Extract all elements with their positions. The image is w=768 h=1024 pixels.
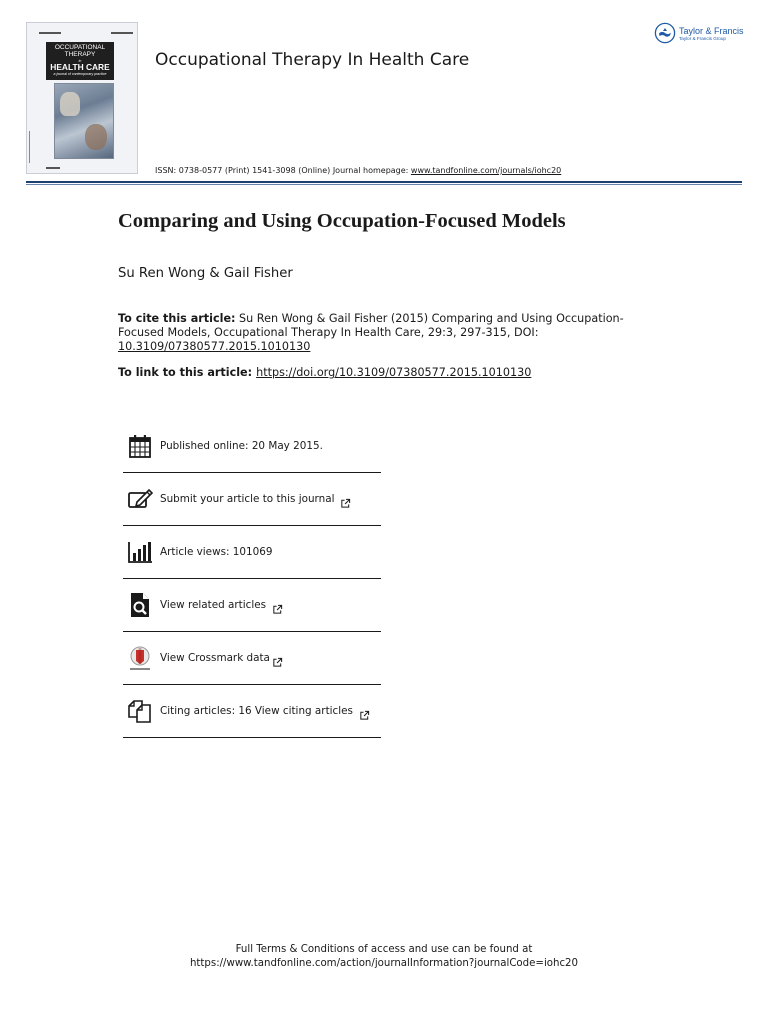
cover-spine-mark <box>29 131 30 163</box>
cite-doi-link[interactable]: 10.3109/07380577.2015.1010130 <box>118 340 311 353</box>
article-title: Comparing and Using Occupation-Focused Models <box>118 210 566 232</box>
article-authors: Su Ren Wong & Gail Fisher <box>118 266 293 281</box>
footer-line1: Full Terms & Conditions of access and use can be found at <box>235 944 533 955</box>
publisher-name: Taylor & Francis <box>679 26 744 36</box>
footer-terms-url[interactable]: https://www.tandfonline.com/action/journalInformation?journalCode=iohc20 <box>189 958 579 969</box>
publisher-logo <box>654 22 744 48</box>
issn-text: ISSN: 0738-0577 (Print) 1541-3098 (Online) Journal homepage: <box>155 166 411 175</box>
citing-articles-icon <box>126 697 154 725</box>
article-link-line <box>118 366 531 379</box>
bar-chart-icon <box>126 538 154 566</box>
calendar-icon <box>126 432 154 460</box>
citing-articles-row[interactable] <box>123 685 381 738</box>
external-link-icon <box>359 706 370 717</box>
citing-articles-link[interactable]: Citing articles: 16 View citing articles <box>160 705 353 717</box>
terms-footer <box>0 943 768 971</box>
crossmark-icon <box>126 644 154 672</box>
issn-line <box>155 166 561 175</box>
publisher-group: Taylor & Francis Group <box>679 36 726 41</box>
article-views-row <box>123 526 381 579</box>
cover-tagline: a journal of contemporary practice <box>53 71 107 76</box>
article-views-text: Article views: 101069 <box>160 546 273 558</box>
submit-article-row[interactable] <box>123 473 381 526</box>
cover-title-banner <box>46 42 114 80</box>
cover-header-lines <box>39 32 133 35</box>
related-articles-link[interactable]: View related articles <box>160 599 267 611</box>
submit-article-link[interactable]: Submit your article to this journal <box>160 493 335 505</box>
article-info-list <box>123 420 381 738</box>
citation-block <box>118 312 638 354</box>
cover-line3: in <box>78 58 82 63</box>
journal-title: Occupational Therapy In Health Care <box>155 50 470 70</box>
header-divider <box>26 181 742 183</box>
cite-text: Su Ren Wong & Gail Fisher (2015) Comparing and Using Occupation-Focused Models, Occupational Therapy In Health Care, 29:3, 297-315, DOI: <box>118 312 624 339</box>
header-divider-thin <box>26 184 742 185</box>
published-online-row <box>123 420 381 473</box>
cover-photo <box>54 83 114 159</box>
related-articles-row[interactable] <box>123 579 381 632</box>
cover-line4: HEALTH CARE <box>50 61 110 72</box>
crossmark-row[interactable] <box>123 632 381 685</box>
external-link-icon <box>340 494 351 505</box>
cover-line2: THERAPY <box>64 51 96 59</box>
cover-publisher-mark <box>46 167 60 169</box>
journal-homepage-link[interactable]: www.tandfonline.com/journals/iohc20 <box>410 166 562 175</box>
published-online-text: Published online: 20 May 2015. <box>160 440 323 452</box>
cover-line1: OCCUPATIONAL <box>54 44 106 51</box>
link-label: To link to this article: <box>118 366 253 379</box>
crossmark-link[interactable]: View Crossmark data <box>160 652 270 664</box>
cite-label: To cite this article: <box>118 312 236 325</box>
search-document-icon <box>126 591 154 619</box>
article-doi-link[interactable]: https://doi.org/10.3109/07380577.2015.1010130 <box>256 366 532 379</box>
edit-icon <box>126 485 154 513</box>
external-link-icon <box>272 600 283 611</box>
journal-cover-image <box>26 22 138 174</box>
taylor-francis-logo-icon <box>654 22 676 48</box>
external-link-icon <box>272 653 283 664</box>
